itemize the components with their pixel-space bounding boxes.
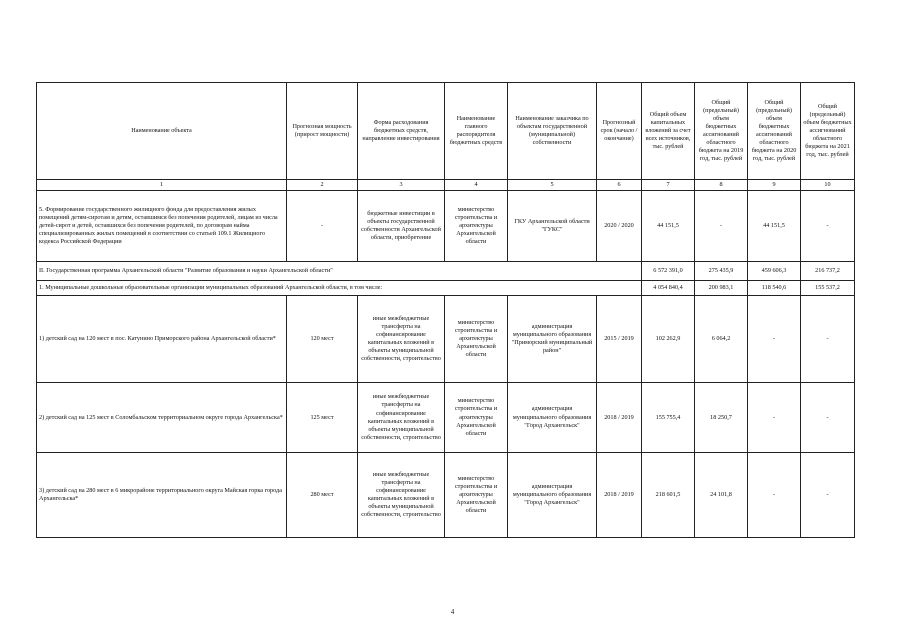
capacity-cell: - xyxy=(287,191,358,262)
object-name: 5. Формирование государственного жилищного фонда для предоставления жилых помещений детям-сиротам и детям, оставшимся без попечения родителей, лицам из числа детей-сирот и детей, оставшихся без попечения родителей, по договорам найма специализированных жилых помещений в соответствии со статьей 109.1 Жилищного кодекса Российской Федерации xyxy=(37,191,287,262)
header-cell: Наименование главного распорядителя бюджетных средств xyxy=(445,83,508,180)
investment-table xyxy=(36,82,855,538)
customer-cell: администрация муниципального образования "Город Архангельск" xyxy=(508,453,597,538)
year-2021-cell: 155 537,2 xyxy=(801,281,855,296)
column-number: 8 xyxy=(695,180,748,191)
total-cell: 6 572 391,0 xyxy=(642,262,695,281)
form-cell: иные межбюджетные трансферты на софинансирование капитальных вложений в объекты муниципальной собственности, строительство xyxy=(358,296,445,383)
year-2021-cell: - xyxy=(801,453,855,538)
page-number: 4 xyxy=(450,608,455,616)
manager-cell: министерство строительства и архитектуры Архангельской области xyxy=(445,453,508,538)
column-number: 9 xyxy=(748,180,801,191)
column-number: 10 xyxy=(801,180,855,191)
header-cell: Общий (предельный) объем бюджетных ассигнований областного бюджета на 2021 год, тыс. рублей xyxy=(801,83,855,180)
year-2019-cell: 200 983,1 xyxy=(695,281,748,296)
capacity-cell: 125 мест xyxy=(287,383,358,453)
year-2019-cell: 275 435,9 xyxy=(695,262,748,281)
year-2020-cell: - xyxy=(748,383,801,453)
header-cell: Общий объем капитальных вложений за счет всех источников, тыс. рублей xyxy=(642,83,695,180)
year-2021-cell: - xyxy=(801,296,855,383)
year-2019-cell: 6 064,2 xyxy=(695,296,748,383)
total-cell: 102 262,9 xyxy=(642,296,695,383)
column-number: 2 xyxy=(287,180,358,191)
year-2019-cell: 18 250,7 xyxy=(695,383,748,453)
year-2020-cell: - xyxy=(748,296,801,383)
table-row xyxy=(37,383,855,453)
manager-cell: министерство строительства и архитектуры Архангельской области xyxy=(445,296,508,383)
column-number: 4 xyxy=(445,180,508,191)
customer-cell: администрация муниципального образования "Приморский муниципальный район" xyxy=(508,296,597,383)
form-cell: иные межбюджетные трансферты на софинансирование капитальных вложений в объекты муниципальной собственности, строительство xyxy=(358,453,445,538)
subgroup-row xyxy=(37,281,855,296)
year-2020-cell: 459 606,3 xyxy=(748,262,801,281)
object-name: 2) детский сад на 125 мест в Соломбальском территориальном округе города Архангельска* xyxy=(37,383,287,453)
year-2020-cell: 44 151,5 xyxy=(748,191,801,262)
customer-cell: администрация муниципального образования "Город Архангельск" xyxy=(508,383,597,453)
object-name: 1) детский сад на 120 мест в пос. Катунино Приморского района Архангельской области* xyxy=(37,296,287,383)
column-number: 3 xyxy=(358,180,445,191)
manager-cell: министерство строительства и архитектуры Архангельской области xyxy=(445,191,508,262)
year-2021-cell: - xyxy=(801,383,855,453)
table-row xyxy=(37,191,855,262)
year-2020-cell: - xyxy=(748,453,801,538)
customer-cell: ГКУ Архангельской области "ГУКС" xyxy=(508,191,597,262)
total-cell: 44 151,5 xyxy=(642,191,695,262)
term-cell: 2020 / 2020 xyxy=(597,191,642,262)
year-2019-cell: 24 101,8 xyxy=(695,453,748,538)
header-cell: Прогнозный срок (начало / окончание) xyxy=(597,83,642,180)
header-cell: Наименование заказчика по объектам государственной (муниципальной) собственности xyxy=(508,83,597,180)
year-2021-cell: 216 737,2 xyxy=(801,262,855,281)
capacity-cell: 120 мест xyxy=(287,296,358,383)
column-number: 6 xyxy=(597,180,642,191)
term-cell: 2015 / 2019 xyxy=(597,296,642,383)
column-number-row xyxy=(37,180,855,191)
column-number: 5 xyxy=(508,180,597,191)
object-name: 3) детский сад на 280 мест в 6 микрорайоне территориального округа Майская горка города Архангельска* xyxy=(37,453,287,538)
year-2021-cell: - xyxy=(801,191,855,262)
year-2020-cell: 118 540,6 xyxy=(748,281,801,296)
capacity-cell: 280 мест xyxy=(287,453,358,538)
table-row xyxy=(37,296,855,383)
program-row xyxy=(37,262,855,281)
column-number: 1 xyxy=(37,180,287,191)
subgroup-name: 1. Муниципальные дошкольные образовательные организации муниципальных образований Архангельской области, в том числе: xyxy=(37,281,642,296)
column-number: 7 xyxy=(642,180,695,191)
form-cell: иные межбюджетные трансферты на софинансирование капитальных вложений в объекты муниципальной собственности, строительство xyxy=(358,383,445,453)
header-cell: Прогнозная мощность (прирост мощности) xyxy=(287,83,358,180)
form-cell: бюджетные инвестиции в объекты государственной собственности Архангельской области, приобретение xyxy=(358,191,445,262)
program-name: II. Государственная программа Архангельской области "Развитие образования и науки Архангельской области" xyxy=(37,262,642,281)
header-cell: Наименование объекта xyxy=(37,83,287,180)
total-cell: 218 601,5 xyxy=(642,453,695,538)
header-cell: Общий (предельный) объем бюджетных ассигнований областного бюджета на 2020 год, тыс. рублей xyxy=(748,83,801,180)
header-row xyxy=(37,83,855,180)
total-cell: 155 755,4 xyxy=(642,383,695,453)
term-cell: 2018 / 2019 xyxy=(597,453,642,538)
total-cell: 4 054 840,4 xyxy=(642,281,695,296)
table-row xyxy=(37,453,855,538)
header-cell: Форма расходования бюджетных средств, направление инвестирования xyxy=(358,83,445,180)
manager-cell: министерство строительства и архитектуры Архангельской области xyxy=(445,383,508,453)
header-cell: Общий (предельный) объем бюджетных ассигнований областного бюджета на 2019 год, тыс. рублей xyxy=(695,83,748,180)
year-2019-cell: - xyxy=(695,191,748,262)
term-cell: 2018 / 2019 xyxy=(597,383,642,453)
